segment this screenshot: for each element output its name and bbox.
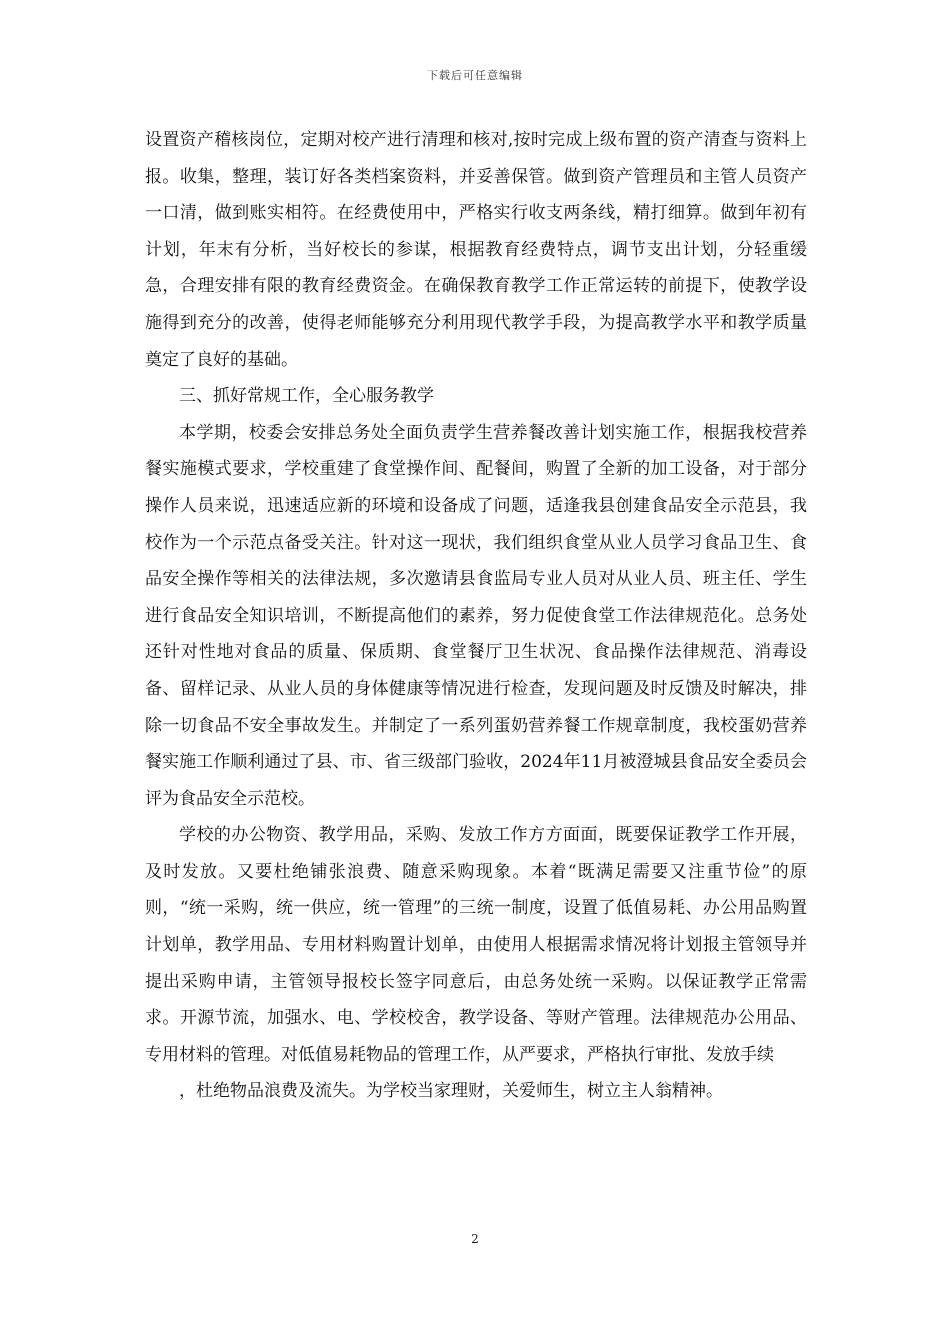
page-number: 2: [471, 1232, 479, 1246]
section-heading-3: 三、抓好常规工作，全心服务教学: [179, 386, 434, 407]
page-header: 下载后可任意编辑: [427, 69, 523, 82]
document-body: [145, 122, 807, 1110]
paragraph-asset-management: 设置资产稽核岗位，定期对校产进行清理和核对,按时完成上级布置的资产清查与资料上报。收集，整理，装订好各类档案资料，并妥善保管。做到资产管理员和主管人员资产一口清，做到账实相符。在经费使用中，严格实行收支两条线，精打细算。做到年初有计划，年末有分析，当好校长的参谋，根据教育经费特点，调节支出计划，分轻重缓急，合理安排有限的教育经费资金。在确保教育教学工作正常运转的前提下，使教学设施得到充分的改善，使得老师能够充分利用现代教学手段，为提高教学水平和教学质量奠定了良好的基础。: [145, 130, 807, 370]
paragraph-closing: ，杜绝物品浪费及流失。为学校当家理财，关爱师生，树立主人翁精神。: [179, 1081, 723, 1102]
paragraph-procurement: 学校的办公物资、教学用品，采购、发放工作方方面面，既要保证教学工作开展，及时发放。又要杜绝铺张浪费、随意采购现象。本着“既满足需要又注重节俭”的原则，“统一采购，统一供应，统一管理”的三统一制度，设置了低值易耗、办公用品购置计划单，教学用品、专用材料购置计划单，由使用人根据需求情况将计划报主管领导并提出采购申请，主管领导报校长签字同意后，由总务处统一采购。以保证教学正常需求。开源节流，加强水、电、学校校舍，教学设备、等财产管理。法律规范办公用品、专用材料的管理。对低值易耗物品的管理工作，从严要求，严格执行审批、发放手续: [145, 825, 807, 1065]
paragraph-nutrition-meal: 本学期，校委会安排总务处全面负责学生营养餐改善计划实施工作，根据我校营养餐实施模式要求，学校重建了食堂操作间、配餐间，购置了全新的加工设备，对于部分操作人员来说，迅速适应新的环境和设备成了问题，适逢我县创建食品安全示范县，我校作为一个示范点备受关注。针对这一现状，我们组织食堂从业人员学习食品卫生、食品安全操作等相关的法律法规，多次邀请县食监局专业人员对从业人员、班主任、学生进行食品安全知识培训，不断提高他们的素养，努力促使食堂工作法律规范化。总务处还针对性地对食品的质量、保质期、食堂餐厅卫生状况、食品操作法律规范、消毒设备、留样记录、从业人员的身体健康等情况进行检查，发现问题及时反馈及时解决，排除一切食品不安全事故发生。并制定了一系列蛋奶营养餐工作规章制度，我校蛋奶营养餐实施工作顺利通过了县、市、省三级部门验收，2024年11月被澄城县食品安全委员会评为食品安全示范校。: [145, 422, 807, 809]
